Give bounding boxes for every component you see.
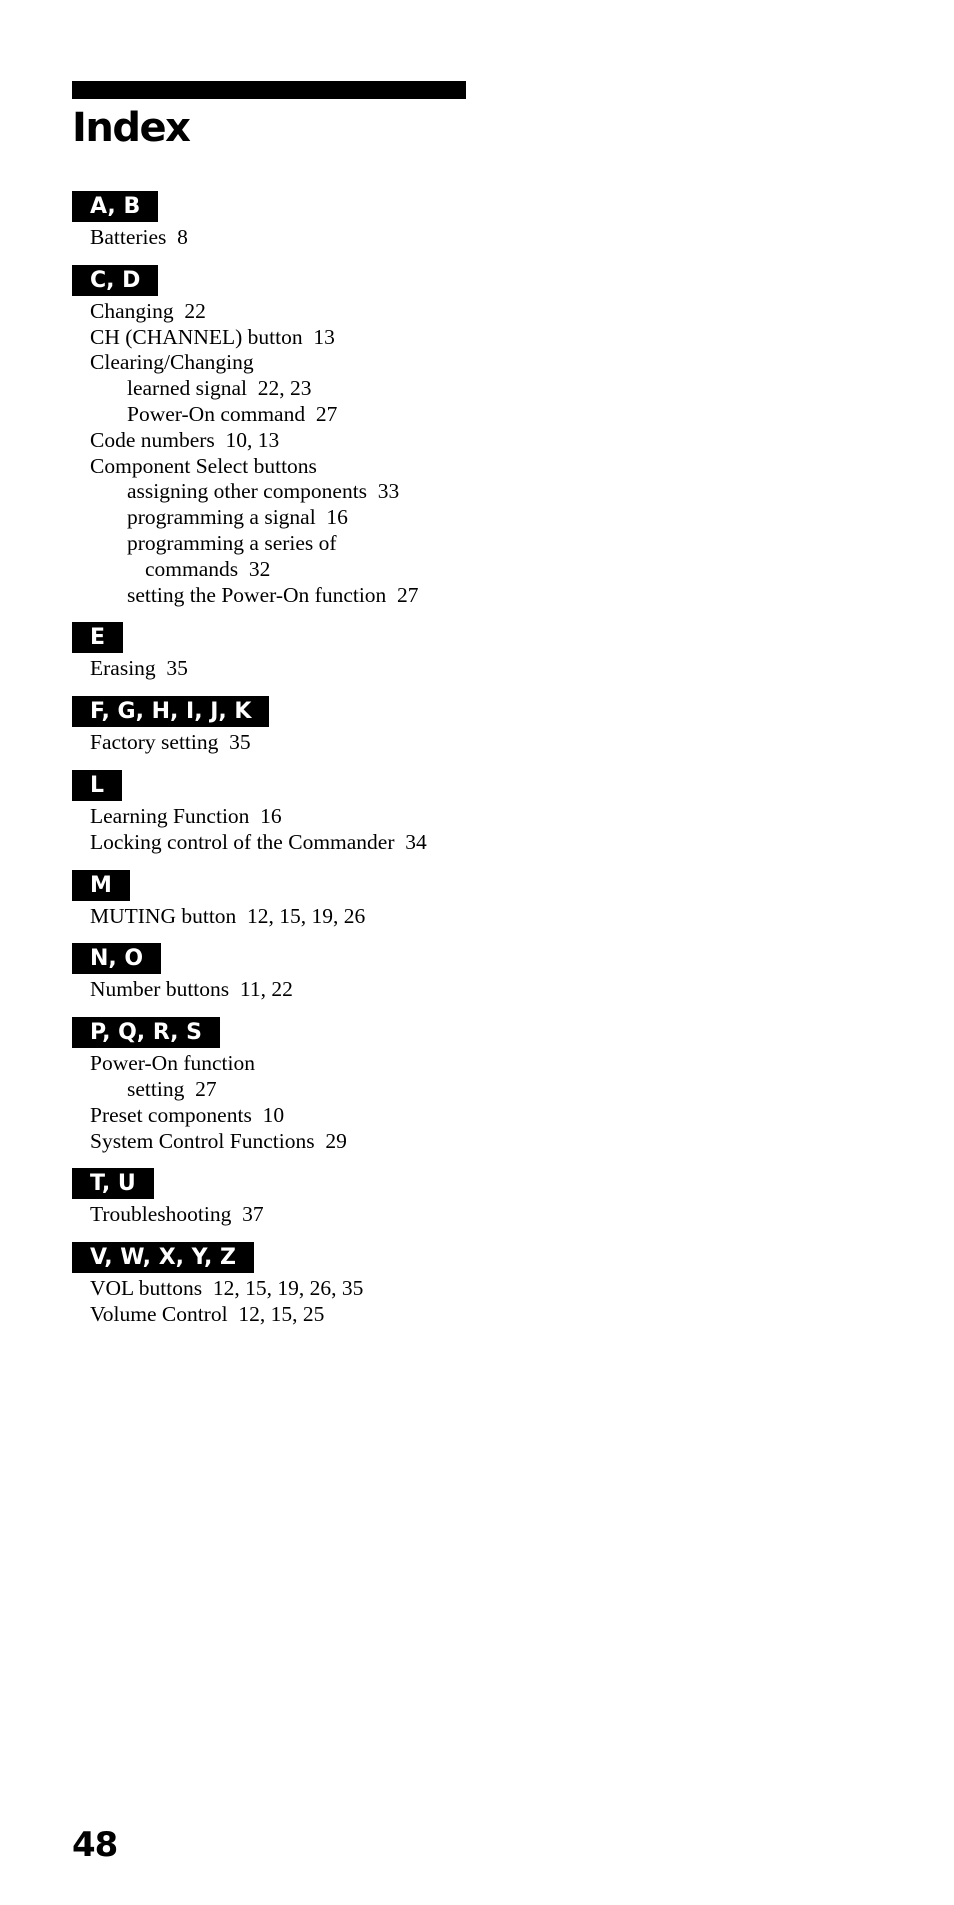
index-section (72, 1242, 512, 1328)
index-entry: MUTING button 12, 15, 19, 26 (90, 903, 366, 928)
index-entry: Power-On function (90, 1051, 255, 1076)
index-entry: Clearing/Changing (90, 350, 254, 375)
index-section (72, 696, 512, 756)
section-heading: C, D (72, 265, 158, 296)
index-section (72, 1168, 512, 1228)
index-list (72, 191, 512, 1342)
index-subentry: Power-On command 27 (127, 401, 338, 426)
index-entry: Component Select buttons (90, 453, 317, 478)
index-entry: CH (CHANNEL) button 13 (90, 324, 335, 349)
index-entry: Learning Function 16 (90, 803, 282, 828)
section-heading: T, U (72, 1168, 154, 1199)
index-entry: Erasing 35 (90, 656, 188, 681)
index-subentry: programming a signal 16 (127, 505, 348, 530)
index-entry: Number buttons 11, 22 (90, 977, 293, 1002)
section-heading: V, W, X, Y, Z (72, 1242, 254, 1273)
index-section (72, 870, 512, 930)
index-entry: Preset components 10 (90, 1102, 285, 1127)
index-entry: Troubleshooting 37 (90, 1202, 264, 1227)
section-heading: A, B (72, 191, 158, 222)
section-heading: P, Q, R, S (72, 1017, 220, 1048)
section-heading: M (72, 870, 130, 901)
index-subentry: setting 27 (127, 1076, 217, 1101)
section-heading: L (72, 770, 122, 801)
section-heading: F, G, H, I, J, K (72, 696, 269, 727)
index-section (72, 265, 512, 609)
page-number: 48 (72, 1825, 118, 1865)
index-section (72, 191, 512, 251)
index-section (72, 943, 512, 1003)
index-subentry-continued: commands 32 (145, 556, 271, 581)
index-entry: VOL buttons 12, 15, 19, 26, 35 (90, 1276, 364, 1301)
index-entry: Changing 22 (90, 298, 206, 323)
section-heading: N, O (72, 943, 161, 974)
index-subentry: setting the Power-On function 27 (127, 582, 419, 607)
index-subentry: assigning other components 33 (127, 479, 400, 504)
index-subentry: learned signal 22, 23 (127, 376, 312, 401)
page-title: Index (72, 105, 190, 151)
index-subentry: programming a series of (127, 530, 337, 555)
index-section (72, 770, 512, 856)
title-rule (72, 81, 466, 99)
section-heading: E (72, 622, 123, 653)
index-entry: Factory setting 35 (90, 730, 251, 755)
index-entry: Locking control of the Commander 34 (90, 829, 427, 854)
index-entry: Volume Control 12, 15, 25 (90, 1301, 325, 1326)
index-entry: Code numbers 10, 13 (90, 427, 280, 452)
index-entry: System Control Functions 29 (90, 1128, 347, 1153)
index-section (72, 622, 512, 682)
index-entry: Batteries 8 (90, 225, 188, 249)
index-section (72, 1017, 512, 1154)
